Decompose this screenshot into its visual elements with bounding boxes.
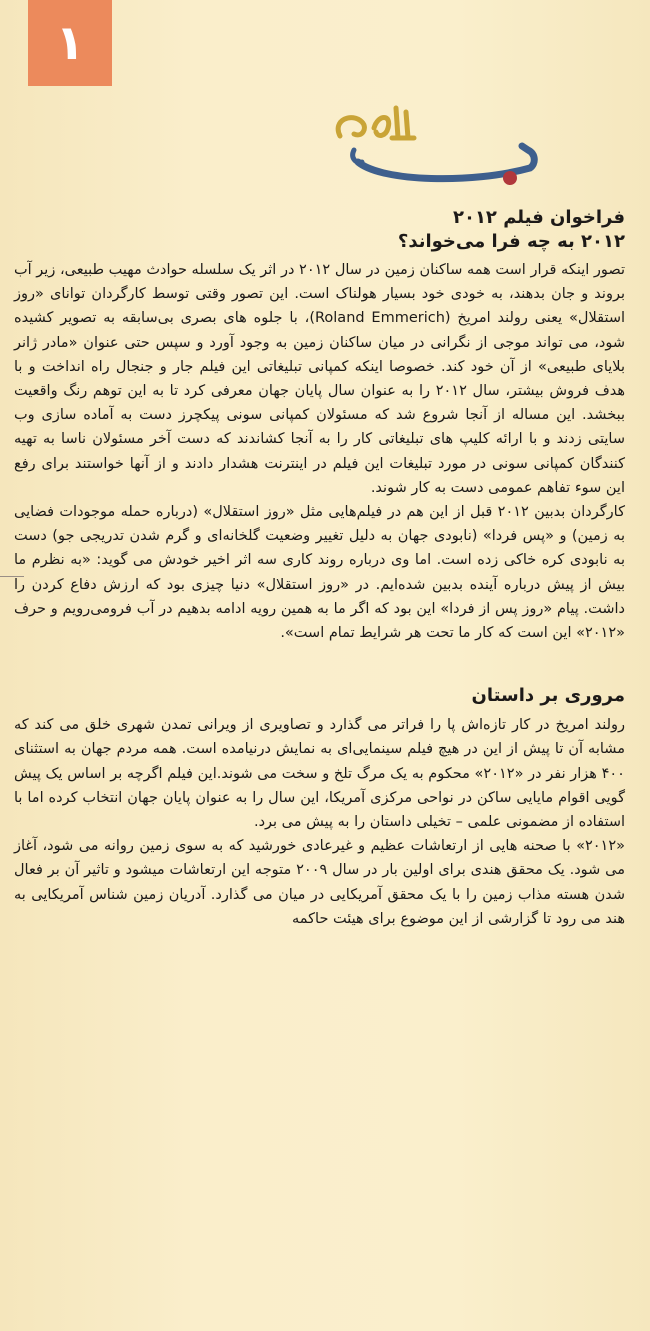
section-heading: مروری بر داستان [471, 685, 625, 707]
basij-logo-icon [322, 98, 544, 198]
article-body [14, 206, 625, 931]
section-paragraph: «۲۰۱۲» با صحنه هایی از ارتعاشات عظیم و غیرعادی خورشید که به سوی زمین روانه می شود، آغاز می شود. یک محقق هندی برای اولین بار در سال ۲۰۰۹ متوجه این ارتعاشات میشود و تاثیر آن بر فعال شدن هسته مذاب زمین را با یک محقق آمریکایی در میان می گذارد. آدریان زمین شناس آمریکایی به هند می رود تا گزارشی از این موضوع برای هیئت حاکمه [14, 838, 626, 927]
logo-red-dot [503, 171, 517, 185]
article-paragraph: کارگردان بدبین ۲۰۱۲ قبل از این هم در فیلم‌هایی مثل «روز استقلال» (درباره حمله موجودات فضایی به زمین) و «پس فردا» (نابودی جهان به دلیل تغییر وضعیت گلخانه‌ای و گرم شدن تدریجی جو) دست به نابودی کره خاکی زده است. اما وی درباره روند کاری سه اثر اخیر خودش می گوید: «به نظرم ما بیش از پیش درباره آینده بدبین شده‌ایم. در «روز استقلال» دنیا چیزی بود که ارزش دفاع کردن را داشت. پیام «روز پس از فردا» این بود که اگر ما به همین رویه ادامه بدهیم در آب فرومی‌رویم و حرف «۲۰۱۲» این است که کار ما تحت هر شرایط تمام است». [14, 504, 625, 642]
logo-gold-stroke [338, 108, 414, 138]
article-paragraph: تصور اینکه قرار است همه ساکنان زمین در سال ۲۰۱۲ در اثر یک سلسله حوادث مهیب طبیعی، زیر آب بروند و جان بدهند، به خودی خود بسیار هولناک است. این تصور وقتی توسط کارگردان توانای «روز استقلال» یعنی رولند امریخ (Roland Emmerich)، با جلوه های بصری بی‌سابقه به تصویر کشیده شود، می تواند موجی از نگرانی در میان ساکنان زمین به وجود آورد و سپس حتی عنوان «مادر ژانر بلایای طبیعی» از آن خود کند. خصوصا اینکه کمپانی تبلیغاتی این فیلم جار و جنجال راه انداخت و با هدف فروش بیشتر، سال ۲۰۱۲ را به عنوان سال پایان جهان معرفی کرد تا به این توهم رنگ واقعیت ببخشد. این مساله از آنجا شروع شد که مسئولان کمپانی سونی پیکچرز دست به آماده سازی وب سایتی زدند و با ارائه کلیپ های تبلیغاتی کار را به آنجا کشاندند که دست آخر مسئولان ناسا به تهیه کنندگان کمپانی سونی در مورد تبلیغات این فیلم در اینترنت هشدار دادند و از آنها خواستند برای رفع این سوء تفاهم عمومی دست به کار شوند. [14, 262, 625, 496]
logo-blue-hook [353, 150, 362, 162]
article-subtitle: ۲۰۱۲ به چه فرا می‌خواند؟ [397, 231, 625, 252]
section-paragraph: رولند امریخ در کار تازه‌اش پا را فراتر می گذارد و تصاویری از ویرانی تمدن شهری خلق می کند که مشابه آن تا پیش از این در هیچ فیلم سینمایی‌ای به نمایش درنیامده است. همه مردم جهان به استثنای ۴۰۰ هزار نفر در «۲۰۱۲» محکوم به یک مرگ تلخ و سخت می شوند.این فیلم اگرچه بر اساس یک پیش گویی اقوام مایایی ساکن در نواحی مرکزی آمریکا، این سال را به عنوان پایان جهان انتخاب کرده اما با استفاده از مضمونی علمی – تخیلی داستان را به پیش می برد. [14, 717, 625, 831]
page-number: ۱ [55, 15, 85, 71]
page-number-tab [28, 0, 112, 86]
article-title: فراخوان فیلم ۲۰۱۲ [452, 207, 625, 228]
